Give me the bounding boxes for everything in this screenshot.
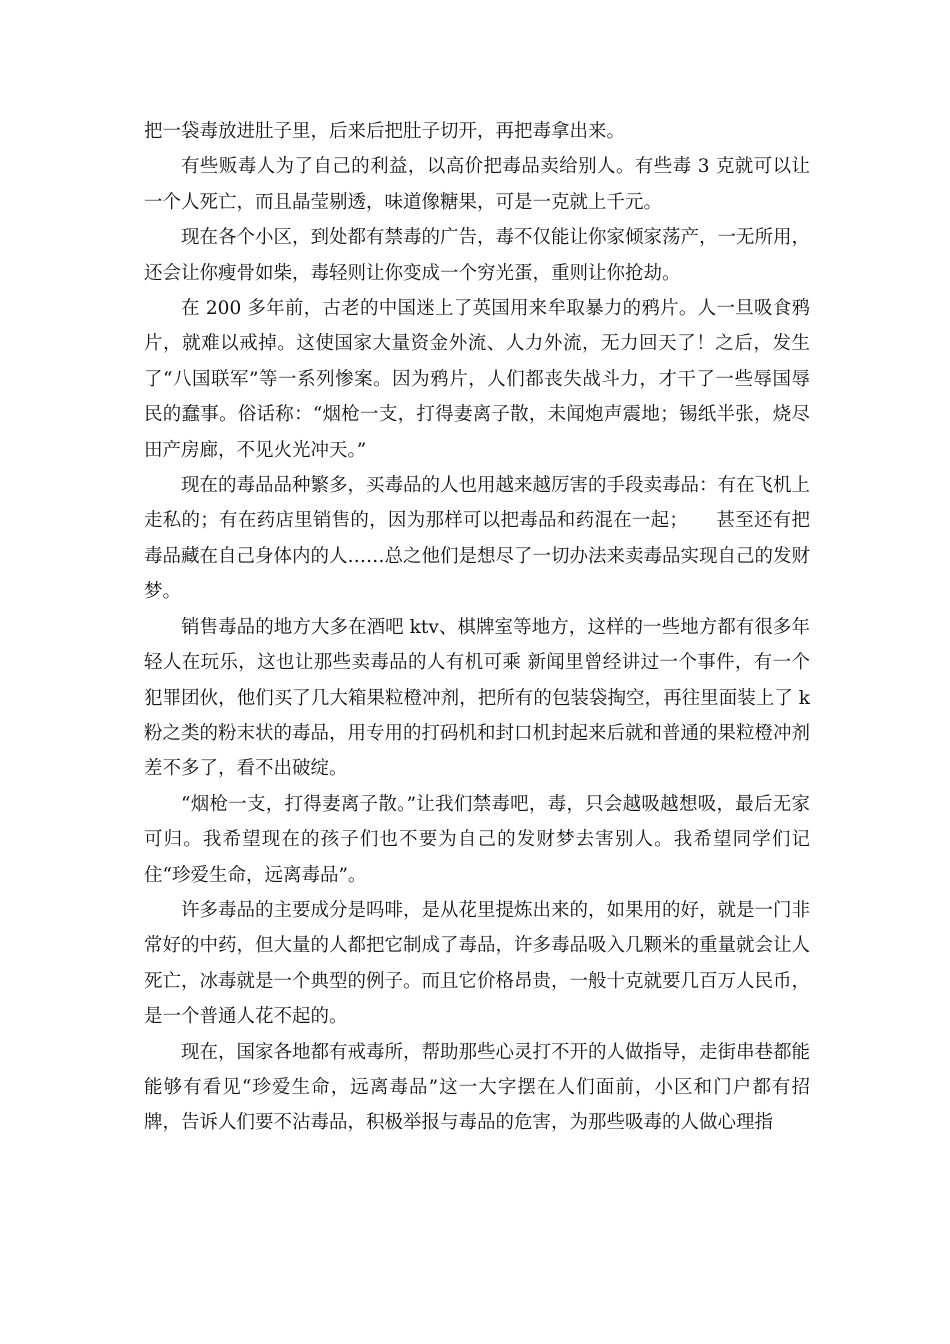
paragraph-morphine: 许多毒品的主要成分是吗啡，是从花里提炼出来的，如果用的好，就是一门非常好的中药，但大量的人都把它制成了毒品，许多毒品吸入几颗米的重量就会让人死亡，冰毒就是一个典型的例子。而且它价格昂贵，一般十克就要几百万人民币，是一个普通人花不起的。	[144, 899, 811, 1028]
paragraph-community-ads: 现在各个小区，到处都有禁毒的广告，毒不仅能让你家倾家荡产，一无所用，还会让你瘦骨如柴，毒轻则让你变成一个穷光蛋，重则让你抢劫。	[144, 227, 811, 284]
paragraph-sales-venues: 销售毒品的地方大多在酒吧 ktv、棋牌室等地方，这样的一些地方都有很多年轻人在玩乐，这也让那些卖毒品的人有机可乘 新闻里曾经讲过一个事件，有一个犯罪团伙，他们买了几大箱果粒橙冲剂，把所有的包装袋掏空，再往里面装上了 k 粉之类的粉末状的毒品，用专用的打码机和封口机封起来后就和普通的果粒橙冲剂差不多了，看不出破绽。	[144, 616, 811, 780]
paragraph-anti-drug-appeal: “烟枪一支，打得妻离子散。”让我们禁毒吧，毒，只会越吸越想吸，最后无家可归。我希望现在的孩子们也不要为自己的发财梦去害别人。我希望同学们记住“珍爱生命，远离毒品”。	[144, 793, 810, 886]
paragraph-opium-history: 在 200 多年前，古老的中国迷上了英国用来牟取暴力的鸦片。人一旦吸食鸦片，就难以戒掉。这使国家大量资金外流、人力外流，无力回天了！之后，发生了“八国联军”等一系列惨案。因为鸦片，人们都丧失战斗力，才干了一些辱国辱民的蠢事。俗话称：“烟枪一支，打得妻离子散，未闻炮声震地；锡纸半张，烧尽田产房廊，不见火光冲天。”	[144, 298, 810, 461]
body-text	[144, 114, 810, 1141]
paragraph-smuggling-methods: 现在的毒品品种繁多，买毒品的人也用越来越厉害的手段卖毒品：有在飞机上走私的；有在药店里销售的，因为那样可以把毒品和药混在一起； 甚至还有把毒品藏在自己身体内的人……总之他们是想尽了一切办法来卖毒品实现自己的发财梦。	[144, 475, 811, 603]
paragraph-rehab-centers: 现在，国家各地都有戒毒所，帮助那些心灵打不开的人做指导，走街串巷都能能够有看见“珍爱生命，远离毒品”这一大字摆在人们面前，小区和门户都有招牌，告诉人们要不沾毒品，积极举报与毒品的危害，为那些吸毒的人做心理指	[144, 1041, 811, 1134]
paragraph-continuation: 把一袋毒放进肚子里，后来后把肚子切开，再把毒拿出来。	[144, 121, 626, 142]
paragraph-drug-dealers-profit: 有些贩毒人为了自己的利益，以高价把毒品卖给别人。有些毒 3 克就可以让一个人死亡，而且晶莹剔透，味道像糖果，可是一克就上千元。	[144, 156, 810, 213]
